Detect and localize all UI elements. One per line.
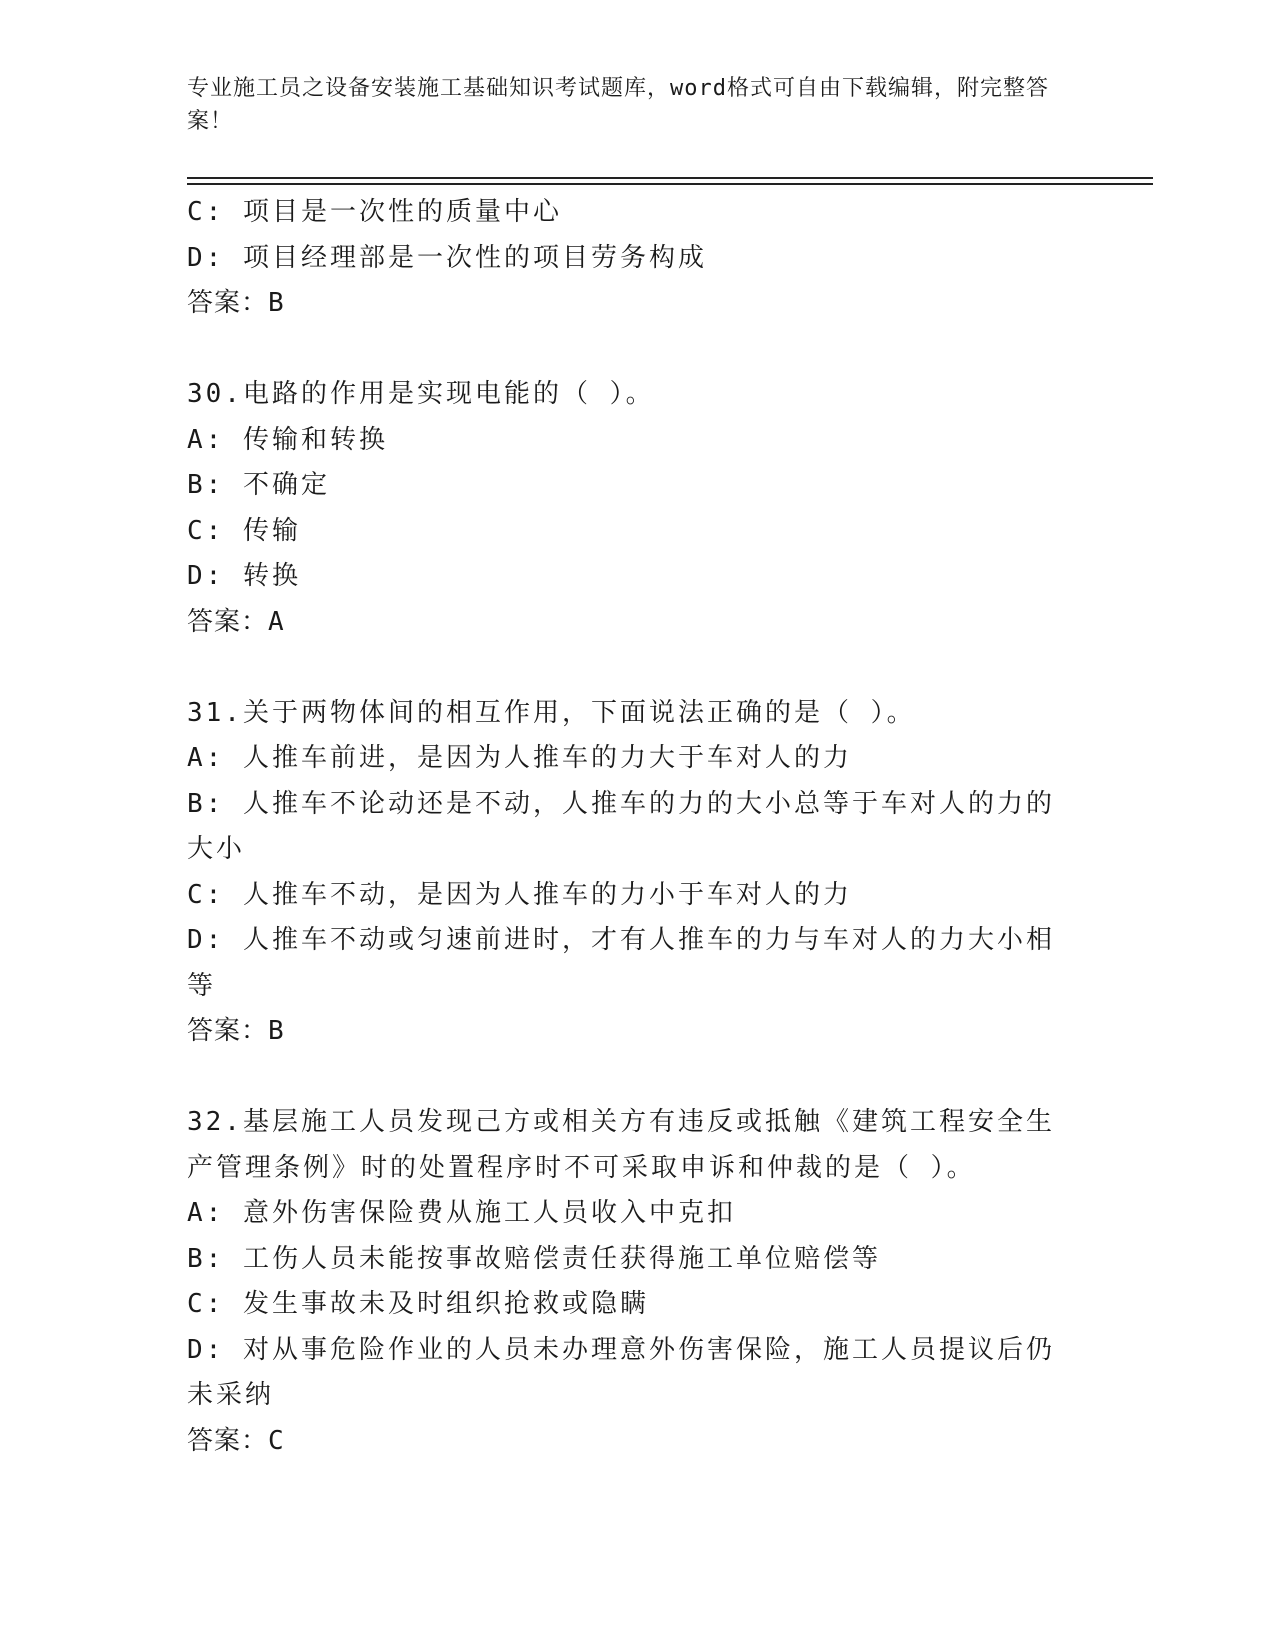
- option-b: B: 不确定: [187, 470, 330, 500]
- option-d: D: 人推车不动或匀速前进时，才有人推车的力与车对人的力大小相等: [187, 925, 1055, 1001]
- option-d: D: 转换: [187, 561, 301, 591]
- header-divider-bottom: [187, 183, 1153, 185]
- question-stem: 31.关于两物体间的相互作用，下面说法正确的是（ ）。: [187, 697, 916, 728]
- question-32: [187, 1100, 1067, 1464]
- option-d: D: 项目经理部是一次性的项目劳务构成: [187, 242, 707, 273]
- page-header: [187, 72, 1067, 138]
- answer-line: 答案：C: [187, 1425, 285, 1456]
- spacer: [187, 1055, 1067, 1101]
- answer-line: 答案：B: [187, 1016, 285, 1046]
- option-a: A: 意外伤害保险费从施工人员收入中克扣: [187, 1198, 736, 1228]
- question-stem: 32.基层施工人员发现己方或相关方有违反或抵触《建筑工程安全生产管理条例》时的处置程序时不可采取申诉和仲裁的是（ ）。: [187, 1107, 1055, 1183]
- answer-line: 答案：A: [187, 606, 285, 637]
- option-b: B: 人推车不论动还是不动，人推车的力的大小总等于车对人的力的大小: [187, 788, 1055, 864]
- option-c: C: 传输: [187, 515, 301, 546]
- question-29-continued: [187, 190, 1067, 327]
- spacer: [187, 645, 1067, 691]
- option-d: D: 对从事危险作业的人员未办理意外伤害保险，施工人员提议后仍未采纳: [187, 1334, 1055, 1410]
- question-stem: 30.电路的作用是实现电能的（ ）。: [187, 379, 655, 409]
- spacer: [187, 327, 1067, 373]
- option-c: C: 发生事故未及时组织抢救或隐瞒: [187, 1289, 649, 1319]
- option-a: A: 传输和转换: [187, 424, 388, 455]
- answer-line: 答案：B: [187, 288, 285, 318]
- question-content: [187, 190, 1067, 1464]
- option-c: C: 人推车不动，是因为人推车的力小于车对人的力: [187, 879, 852, 910]
- question-30: [187, 372, 1067, 645]
- question-31: [187, 691, 1067, 1055]
- header-text: 专业施工员之设备安装施工基础知识考试题库，word格式可自由下载编辑，附完整答案！: [187, 76, 1049, 134]
- option-a: A: 人推车前进，是因为人推车的力大于车对人的力: [187, 743, 852, 773]
- header-divider-top: [187, 177, 1153, 179]
- option-c: C: 项目是一次性的质量中心: [187, 197, 562, 227]
- option-b: B: 工伤人员未能按事故赔偿责任获得施工单位赔偿等: [187, 1243, 881, 1274]
